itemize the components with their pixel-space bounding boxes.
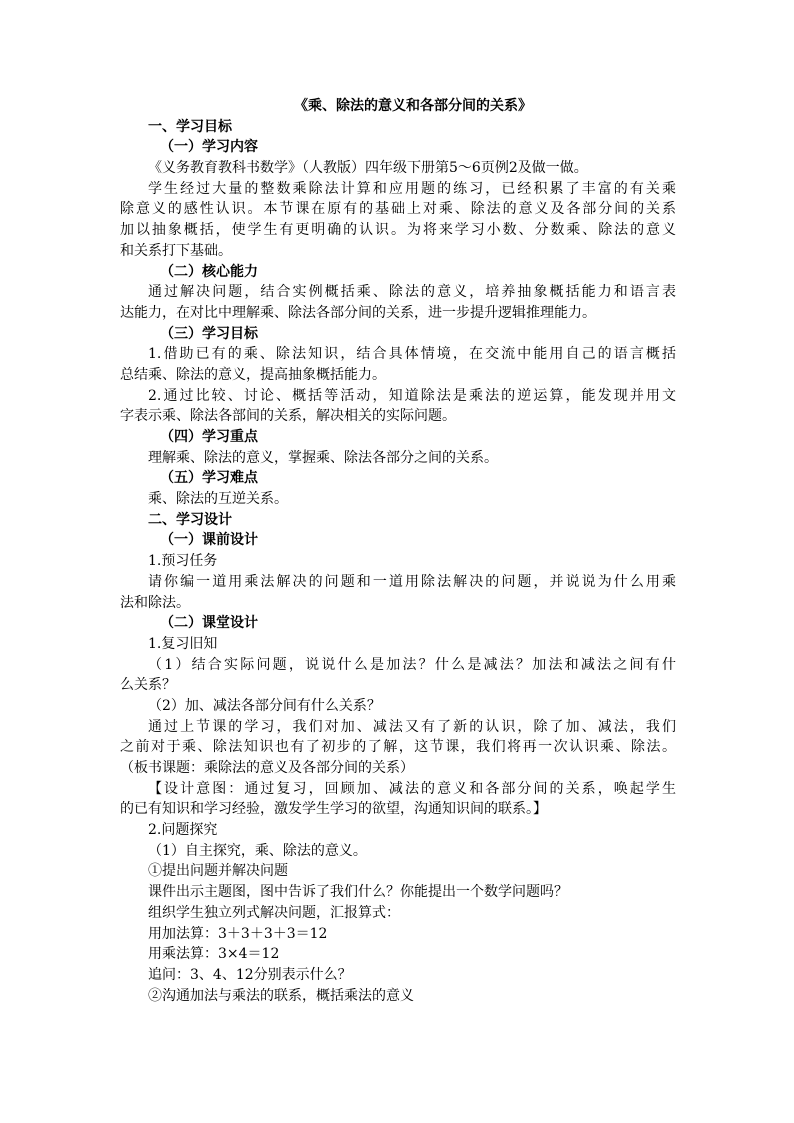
body-text-line: 请你编一道用乘法解决的问题和一道用除法解决的问题，并说说为什么用乘: [148, 573, 676, 590]
body-text-line: 通过上节课的学习，我们对加、减法又有了新的认识，除了加、减法，我们: [148, 718, 676, 735]
section-heading: （一）学习内容: [160, 139, 258, 156]
section-heading: （二）课堂设计: [160, 615, 258, 632]
body-text-line: 字表示乘、除法各部间的关系，解决相关的实际问题。: [120, 408, 456, 425]
body-text-line: 之前对于乘、除法知识也有了初步的了解，这节课，我们将再一次认识乘、除法。: [120, 739, 676, 756]
body-text-line: 达能力，在对比中理解乘、除法各部分间的关系，进一步提升逻辑推理能力。: [120, 304, 596, 321]
body-text-line: 1.预习任务: [148, 553, 218, 570]
section-heading: （一）课前设计: [160, 532, 258, 549]
body-text-line: 理解乘、除法的意义，掌握乘、除法各部分之间的关系。: [148, 449, 498, 466]
body-text-line: 法和除法。: [120, 594, 190, 611]
body-text-line: 1.复习旧知: [148, 635, 218, 652]
body-text-line: （1）自主探究，乘、除法的意义。: [148, 842, 367, 859]
body-text-line: ②沟通加法与乘法的联系，概括乘法的意义: [148, 987, 414, 1004]
body-text-line: 1.借助已有的乘、除法知识，结合具体情境，在交流中能用自己的语言概括: [148, 346, 676, 363]
document-page: [120, 96, 676, 1006]
body-text-line: 用乘法算：3×4＝12: [148, 946, 280, 963]
body-text-line: 课件出示主题图，图中告诉了我们什么？你能提出一个数学问题吗？: [148, 884, 568, 901]
body-text-line: 2.通过比较、讨论、概括等活动，知道除法是乘法的逆运算，能发现并用文: [148, 387, 676, 404]
body-text-line: 学生经过大量的整数乘除法计算和应用题的练习，已经积累了丰富的有关乘: [148, 180, 676, 197]
body-text-line: 《义务教育教科书数学》（人教版）四年级下册第5～6页例2及做一做。: [148, 160, 588, 177]
body-text-line: 用加法算：3＋3＋3＋3＝12: [148, 925, 328, 942]
section-heading: （五）学习难点: [160, 470, 258, 487]
body-text-line: （板书课题：乘除法的意义及各部分间的关系）: [120, 760, 414, 776]
document-body: [120, 117, 676, 1007]
body-text-line: 【设计意图：通过复习，回顾加、减法的意义和各部分间的关系，唤起学生: [148, 780, 676, 797]
body-text-line: 除意义的感性认识。本节课在原有的基础上对乘、除法的意义及各部分间的关系: [120, 201, 676, 218]
body-text-line: 总结乘、除法的意义，提高抽象概括能力。: [120, 366, 386, 383]
body-text-line: （2）加、减法各部分间有什么关系？: [148, 697, 381, 714]
body-text-line: （1）结合实际问题，说说什么是加法？什么是减法？加法和减法之间有什: [148, 656, 676, 673]
body-text-line: 和关系打下基础。: [120, 242, 232, 259]
section-heading: 二、学习设计: [148, 511, 232, 528]
body-text-line: 乘、除法的互逆关系。: [148, 491, 288, 508]
document-title: 《乘、除法的意义和各部分间的关系》: [294, 98, 532, 114]
section-heading: （四）学习重点: [160, 429, 258, 445]
body-text-line: 通过解决问题，结合实例概括乘、除法的意义，培养抽象概括能力和语言表: [148, 284, 676, 301]
body-text-line: 么关系？: [120, 677, 176, 694]
section-heading: （三）学习目标: [160, 325, 258, 342]
section-heading: （二）核心能力: [160, 263, 258, 280]
section-heading: 一、学习目标: [148, 118, 232, 135]
body-text-line: 2.问题探究: [148, 822, 218, 839]
body-text-line: 的已有知识和学习经验，激发学生学习的欲望，沟通知识间的联系。】: [120, 801, 547, 818]
body-text-line: ①提出问题并解决问题: [148, 863, 288, 880]
body-text-line: 组织学生独立列式解决问题，汇报算式：: [148, 904, 400, 921]
body-text-line: 加以抽象概括，使学生有更明确的认识。为将来学习小数、分数乘、除法的意义: [120, 222, 676, 239]
body-text-line: 追问：3、4、12分别表示什么？: [148, 966, 352, 983]
